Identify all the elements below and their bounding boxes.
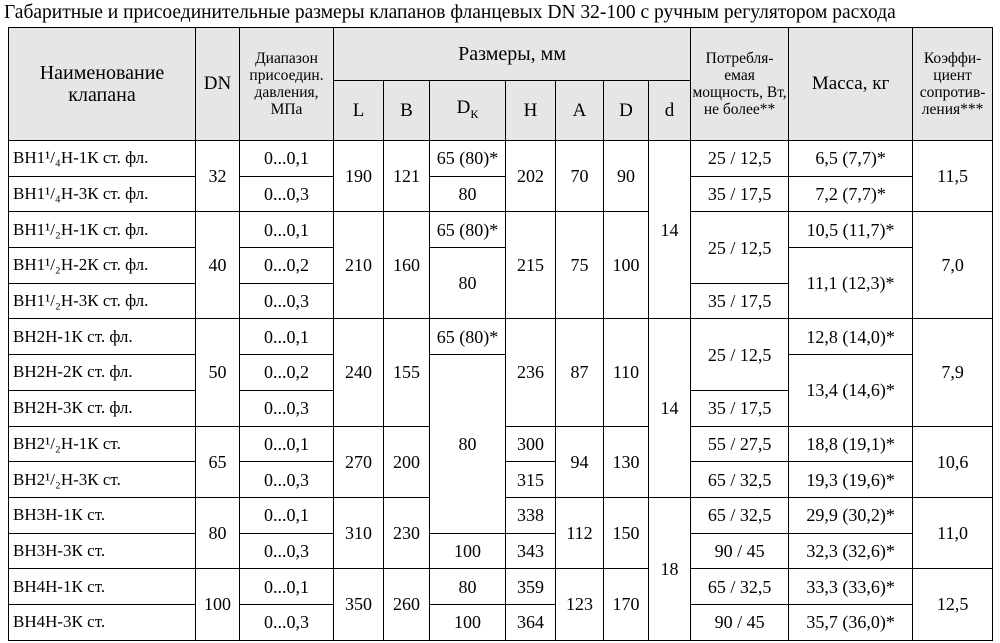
- B-cell: 260: [384, 569, 430, 640]
- header-dn: DN: [196, 28, 240, 141]
- mass-cell: 10,5 (11,7)*: [789, 212, 913, 248]
- header-mass: Масса, кг: [789, 28, 913, 141]
- coef-cell: 11,5: [913, 141, 993, 212]
- valve-dimensions-table: [8, 27, 993, 641]
- D-cell: 150: [604, 497, 649, 568]
- L-cell: 240: [334, 319, 384, 426]
- dk-cell: 80: [430, 248, 506, 319]
- row-name: ВН2¹/₂Н-3К ст.: [9, 462, 196, 498]
- A-cell: 112: [556, 497, 604, 568]
- pressure-cell: 0...0,2: [240, 355, 334, 391]
- B-cell: 155: [384, 319, 430, 426]
- row-name: ВН1¹/₂Н-3К ст. фл.: [9, 283, 196, 319]
- mass-cell: 35,7 (36,0)*: [789, 604, 913, 640]
- H-cell: 300: [506, 426, 556, 462]
- H-cell: 364: [506, 604, 556, 640]
- row-name: ВН2Н-3К ст. фл.: [9, 390, 196, 426]
- L-cell: 210: [334, 212, 384, 319]
- header-d: d: [649, 81, 691, 141]
- coef-cell: 11,0: [913, 497, 993, 568]
- D-cell: 110: [604, 319, 649, 426]
- header-L: L: [334, 81, 384, 141]
- coef-cell: 7,0: [913, 212, 993, 319]
- dk-cell: 65 (80)*: [430, 141, 506, 177]
- L-cell: 270: [334, 426, 384, 497]
- mass-cell: 6,5 (7,7)*: [789, 141, 913, 177]
- dk-cell: 80: [430, 176, 506, 212]
- pressure-cell: 0...0,3: [240, 533, 334, 569]
- B-cell: 230: [384, 497, 430, 568]
- coef-cell: 10,6: [913, 426, 993, 497]
- H-cell: 215: [506, 212, 556, 319]
- D-cell: 100: [604, 212, 649, 319]
- dn-cell: 65: [196, 426, 240, 497]
- header-power: Потребля-емая мощность, Вт, не более**: [691, 28, 789, 141]
- A-cell: 75: [556, 212, 604, 319]
- power-cell: 25 / 12,5: [691, 212, 789, 283]
- coef-cell: 7,9: [913, 319, 993, 426]
- power-cell: 35 / 17,5: [691, 390, 789, 426]
- dk-cell: 100: [430, 533, 506, 569]
- dk-cell: 80: [430, 569, 506, 605]
- mass-cell: 19,3 (19,6)*: [789, 462, 913, 498]
- mass-cell: 13,4 (14,6)*: [789, 355, 913, 426]
- header-name: Наименование клапана: [9, 28, 196, 141]
- d-cell: 18: [649, 497, 691, 640]
- row-name: ВН3Н-3К ст.: [9, 533, 196, 569]
- header-A: A: [556, 81, 604, 141]
- B-cell: 200: [384, 426, 430, 497]
- pressure-cell: 0...0,3: [240, 283, 334, 319]
- H-cell: 202: [506, 141, 556, 212]
- A-cell: 123: [556, 569, 604, 640]
- dn-cell: 32: [196, 141, 240, 212]
- L-cell: 310: [334, 497, 384, 568]
- L-cell: 190: [334, 141, 384, 212]
- header-B: B: [384, 81, 430, 141]
- mass-cell: 33,3 (33,6)*: [789, 569, 913, 605]
- H-cell: 315: [506, 462, 556, 498]
- row-name: ВН2¹/₂Н-1К ст.: [9, 426, 196, 462]
- pressure-cell: 0...0,3: [240, 390, 334, 426]
- H-cell: 343: [506, 533, 556, 569]
- header-Dk-main: D: [456, 96, 471, 118]
- pressure-cell: 0...0,1: [240, 212, 334, 248]
- L-cell: 350: [334, 569, 384, 640]
- pressure-cell: 0...0,1: [240, 426, 334, 462]
- header-pressure: Диапазон присоедин. давления, МПа: [240, 28, 334, 141]
- D-cell: 90: [604, 141, 649, 212]
- H-cell: 236: [506, 319, 556, 426]
- header-Dk: [430, 81, 506, 141]
- pressure-cell: 0...0,3: [240, 176, 334, 212]
- d-cell: 14: [649, 141, 691, 319]
- mass-cell: 29,9 (30,2)*: [789, 497, 913, 533]
- A-cell: 70: [556, 141, 604, 212]
- power-cell: 35 / 17,5: [691, 176, 789, 212]
- dn-cell: 40: [196, 212, 240, 319]
- dk-cell: 65 (80)*: [430, 319, 506, 355]
- power-cell: 65 / 32,5: [691, 497, 789, 533]
- mass-cell: 12,8 (14,0)*: [789, 319, 913, 355]
- row-name: ВН1¹/₂Н-1К ст. фл.: [9, 212, 196, 248]
- pressure-cell: 0...0,3: [240, 604, 334, 640]
- row-name: ВН1¹/₄Н-1К ст. фл.: [9, 141, 196, 177]
- mass-cell: 32,3 (32,6)*: [789, 533, 913, 569]
- power-cell: 25 / 12,5: [691, 141, 789, 177]
- pressure-cell: 0...0,2: [240, 248, 334, 284]
- row-name: ВН1¹/₄Н-3К ст. фл.: [9, 176, 196, 212]
- power-cell: 90 / 45: [691, 604, 789, 640]
- power-cell: 90 / 45: [691, 533, 789, 569]
- dk-cell: 80: [430, 355, 506, 533]
- power-cell: 25 / 12,5: [691, 319, 789, 390]
- header-D: D: [604, 81, 649, 141]
- D-cell: 130: [604, 426, 649, 497]
- pressure-cell: 0...0,3: [240, 462, 334, 498]
- row-name: ВН1¹/₂Н-2К ст. фл.: [9, 248, 196, 284]
- row-name: ВН3Н-1К ст.: [9, 497, 196, 533]
- B-cell: 121: [384, 141, 430, 212]
- power-cell: 65 / 32,5: [691, 569, 789, 605]
- pressure-cell: 0...0,1: [240, 569, 334, 605]
- D-cell: 170: [604, 569, 649, 640]
- mass-cell: 11,1 (12,3)*: [789, 248, 913, 319]
- table-title: Габаритные и присоединительные размеры клапанов фланцевых DN 32-100 с ручным регулятором расхода: [4, 2, 896, 23]
- B-cell: 160: [384, 212, 430, 319]
- dk-cell: 65 (80)*: [430, 212, 506, 248]
- header-sizes: Размеры, мм: [334, 28, 691, 81]
- pressure-cell: 0...0,1: [240, 319, 334, 355]
- pressure-cell: 0...0,1: [240, 141, 334, 177]
- dk-cell: 100: [430, 604, 506, 640]
- row-name: ВН2Н-2К ст. фл.: [9, 355, 196, 391]
- pressure-cell: 0...0,1: [240, 497, 334, 533]
- header-Dk-sub: К: [470, 106, 479, 121]
- coef-cell: 12,5: [913, 569, 993, 640]
- row-name: ВН2Н-1К ст. фл.: [9, 319, 196, 355]
- A-cell: 94: [556, 426, 604, 497]
- H-cell: 359: [506, 569, 556, 605]
- power-cell: 35 / 17,5: [691, 283, 789, 319]
- dn-cell: 80: [196, 497, 240, 568]
- H-cell: 338: [506, 497, 556, 533]
- power-cell: 65 / 32,5: [691, 462, 789, 498]
- power-cell: 55 / 27,5: [691, 426, 789, 462]
- d-cell: 14: [649, 319, 691, 497]
- mass-cell: 18,8 (19,1)*: [789, 426, 913, 462]
- header-coef: Коэффи-циент сопротив-ления***: [913, 28, 993, 141]
- row-name: ВН4Н-1К ст.: [9, 569, 196, 605]
- row-name: ВН4Н-3К ст.: [9, 604, 196, 640]
- dn-cell: 50: [196, 319, 240, 426]
- dn-cell: 100: [196, 569, 240, 640]
- A-cell: 87: [556, 319, 604, 426]
- header-H: H: [506, 81, 556, 141]
- mass-cell: 7,2 (7,7)*: [789, 176, 913, 212]
